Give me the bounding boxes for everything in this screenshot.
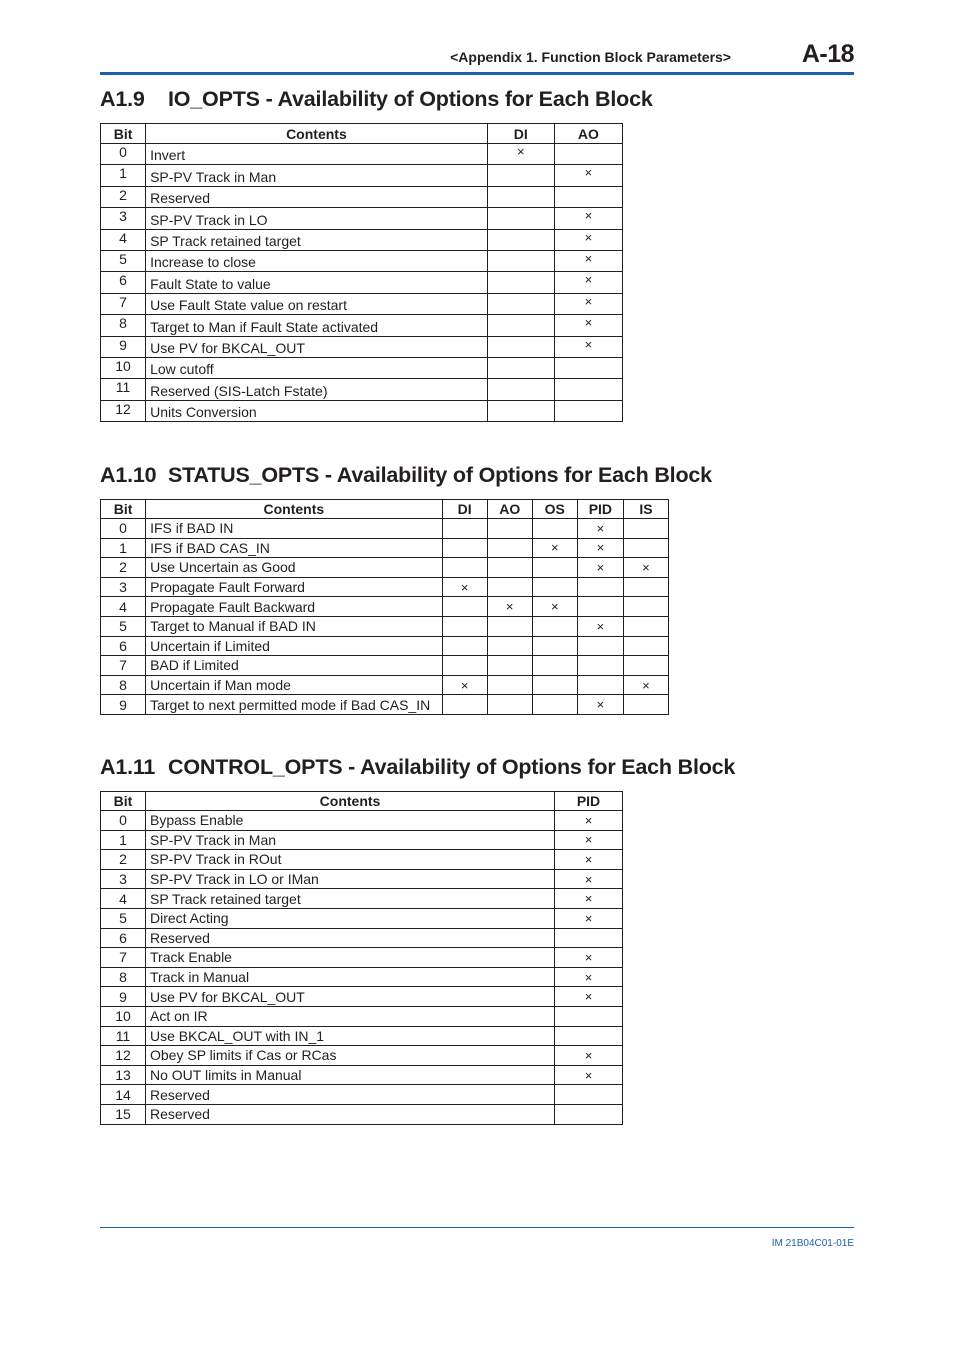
availability-cell <box>442 656 487 676</box>
availability-cell <box>487 379 554 400</box>
bit-cell: 10 <box>101 357 146 378</box>
section-number: A1.11 <box>100 755 156 779</box>
bit-cell: 3 <box>101 869 146 889</box>
section-title: CONTROL_OPTS - Availability of Options for Each Block <box>168 755 736 779</box>
availability-cell: × <box>554 165 622 186</box>
table-row <box>101 656 669 676</box>
availability-cell <box>532 656 577 676</box>
column-header: PID <box>555 792 623 811</box>
bit-cell: 3 <box>101 208 146 229</box>
availability-cell <box>487 208 554 229</box>
table-header-row <box>101 500 669 519</box>
contents-cell: SP-PV Track in Man <box>146 165 488 186</box>
contents-cell: Use Uncertain as Good <box>146 558 443 578</box>
availability-cell <box>487 165 554 186</box>
availability-cell: × <box>577 616 623 636</box>
table-row <box>101 830 623 850</box>
availability-cell <box>487 400 554 421</box>
availability-cell <box>623 597 668 617</box>
table-row <box>101 1046 623 1066</box>
availability-cell <box>487 538 532 558</box>
contents-cell: Fault State to value <box>146 272 488 293</box>
contents-cell: Use PV for BKCAL_OUT <box>146 987 555 1007</box>
availability-cell: × <box>577 519 623 539</box>
table-row <box>101 675 669 695</box>
column-header: Bit <box>101 124 146 144</box>
table-row <box>101 577 669 597</box>
availability-cell <box>532 558 577 578</box>
page-header <box>100 40 854 76</box>
table-row <box>101 889 623 909</box>
availability-cell <box>487 656 532 676</box>
availability-cell <box>487 558 532 578</box>
availability-cell <box>487 577 532 597</box>
availability-cell <box>577 656 623 676</box>
availability-cell <box>623 519 668 539</box>
column-header: Contents <box>146 124 488 144</box>
availability-cell: × <box>623 558 668 578</box>
contents-cell: SP-PV Track in LO or IMan <box>146 869 555 889</box>
availability-cell <box>555 1006 623 1026</box>
availability-cell: × <box>554 250 622 271</box>
bit-cell: 1 <box>101 830 146 850</box>
bit-cell: 7 <box>101 948 146 968</box>
contents-cell: Increase to close <box>146 250 488 271</box>
availability-cell: × <box>554 272 622 293</box>
page-number: A-18 <box>801 40 854 68</box>
contents-cell: Target to Manual if BAD IN <box>146 616 443 636</box>
header-rule <box>100 72 854 75</box>
availability-cell <box>487 357 554 378</box>
contents-cell: Units Conversion <box>146 400 488 421</box>
table-row <box>101 1104 623 1124</box>
availability-cell: × <box>555 830 623 850</box>
bit-cell: 0 <box>101 811 146 831</box>
table-row <box>101 229 623 250</box>
availability-cell <box>577 636 623 656</box>
availability-cell <box>532 577 577 597</box>
bit-cell: 1 <box>101 538 146 558</box>
availability-cell: × <box>555 987 623 1007</box>
availability-cell <box>442 519 487 539</box>
bit-cell: 2 <box>101 850 146 870</box>
availability-cell: × <box>555 889 623 909</box>
bit-cell: 12 <box>101 1046 146 1066</box>
availability-cell <box>442 558 487 578</box>
bit-cell: 12 <box>101 400 146 421</box>
availability-cell <box>555 928 623 948</box>
availability-cell <box>623 616 668 636</box>
table-row <box>101 695 669 715</box>
table-row <box>101 869 623 889</box>
contents-cell: No OUT limits in Manual <box>146 1065 555 1085</box>
bit-cell: 11 <box>101 379 146 400</box>
table-row <box>101 186 623 207</box>
bit-cell: 5 <box>101 908 146 928</box>
availability-cell <box>577 675 623 695</box>
contents-cell: Use PV for BKCAL_OUT <box>146 336 488 357</box>
availability-cell <box>623 577 668 597</box>
header-title: <Appendix 1. Function Block Parameters> <box>450 49 731 65</box>
availability-cell <box>487 250 554 271</box>
availability-cell: × <box>487 144 554 165</box>
contents-cell: Low cutoff <box>146 357 488 378</box>
table-row <box>101 558 669 578</box>
bit-cell: 10 <box>101 1006 146 1026</box>
bit-cell: 0 <box>101 144 146 165</box>
section-number: A1.9 <box>100 87 145 111</box>
availability-cell: × <box>555 869 623 889</box>
contents-cell: Reserved <box>146 928 555 948</box>
table-row <box>101 519 669 539</box>
bit-cell: 14 <box>101 1085 146 1105</box>
table-row <box>101 400 623 421</box>
column-header: Bit <box>101 500 146 519</box>
contents-cell: Uncertain if Man mode <box>146 675 443 695</box>
bit-cell: 11 <box>101 1026 146 1046</box>
column-header: IS <box>623 500 668 519</box>
column-header: Bit <box>101 792 146 811</box>
table-row <box>101 538 669 558</box>
contents-cell: IFS if BAD CAS_IN <box>146 538 443 558</box>
availability-cell: × <box>555 1046 623 1066</box>
bit-cell: 8 <box>101 675 146 695</box>
table-row <box>101 1026 623 1046</box>
bit-cell: 6 <box>101 636 146 656</box>
availability-cell <box>442 636 487 656</box>
availability-cell <box>554 357 622 378</box>
contents-cell: Propagate Fault Backward <box>146 597 443 617</box>
contents-cell: SP Track retained target <box>146 229 488 250</box>
bit-cell: 8 <box>101 315 146 336</box>
availability-cell <box>532 695 577 715</box>
column-header: Contents <box>146 792 555 811</box>
section-number: A1.10 <box>100 463 157 487</box>
contents-cell: Target to next permitted mode if Bad CAS_IN <box>146 695 443 715</box>
availability-cell <box>487 675 532 695</box>
availability-cell <box>532 616 577 636</box>
contents-cell: Reserved (SIS-Latch Fstate) <box>146 379 488 400</box>
bit-cell: 15 <box>101 1104 146 1124</box>
bit-cell: 2 <box>101 558 146 578</box>
column-header: DI <box>487 124 554 144</box>
availability-cell: × <box>555 948 623 968</box>
bit-cell: 9 <box>101 336 146 357</box>
availability-cell: × <box>554 208 622 229</box>
table-row <box>101 948 623 968</box>
availability-cell: × <box>555 811 623 831</box>
availability-cell <box>442 597 487 617</box>
table-row <box>101 315 623 336</box>
bit-cell: 9 <box>101 987 146 1007</box>
footer-rule <box>100 1227 854 1228</box>
bit-cell: 3 <box>101 577 146 597</box>
availability-cell <box>442 538 487 558</box>
availability-cell <box>623 656 668 676</box>
availability-cell <box>554 144 622 165</box>
availability-cell: × <box>554 315 622 336</box>
bit-cell: 4 <box>101 889 146 909</box>
bit-cell: 2 <box>101 186 146 207</box>
availability-cell: × <box>577 695 623 715</box>
contents-cell: Reserved <box>146 1085 555 1105</box>
section-heading-status-opts <box>100 463 712 488</box>
io-opts-table <box>100 123 623 422</box>
contents-cell: SP-PV Track in Man <box>146 830 555 850</box>
availability-cell <box>554 379 622 400</box>
contents-cell: SP-PV Track in LO <box>146 208 488 229</box>
table-row <box>101 144 623 165</box>
availability-cell <box>487 293 554 314</box>
contents-cell: Target to Man if Fault State activated <box>146 315 488 336</box>
bit-cell: 13 <box>101 1065 146 1085</box>
availability-cell <box>487 186 554 207</box>
table-row <box>101 1006 623 1026</box>
availability-cell <box>487 336 554 357</box>
contents-cell: Direct Acting <box>146 908 555 928</box>
availability-cell: × <box>555 1065 623 1085</box>
availability-cell <box>487 272 554 293</box>
table-row <box>101 850 623 870</box>
availability-cell: × <box>555 908 623 928</box>
section-title: IO_OPTS - Availability of Options for Each Block <box>168 87 653 111</box>
section-title: STATUS_OPTS - Availability of Options for Each Block <box>168 463 712 487</box>
availability-cell: × <box>442 675 487 695</box>
column-header: Contents <box>146 500 443 519</box>
availability-cell: × <box>554 229 622 250</box>
table-row <box>101 908 623 928</box>
table-row <box>101 597 669 617</box>
control-opts-table <box>100 791 623 1125</box>
bit-cell: 8 <box>101 967 146 987</box>
contents-cell: Propagate Fault Forward <box>146 577 443 597</box>
contents-cell: Reserved <box>146 186 488 207</box>
contents-cell: Obey SP limits if Cas or RCas <box>146 1046 555 1066</box>
table-row <box>101 293 623 314</box>
availability-cell <box>532 636 577 656</box>
section-heading-control-opts <box>100 755 735 780</box>
availability-cell <box>623 695 668 715</box>
column-header: AO <box>554 124 622 144</box>
availability-cell <box>555 1085 623 1105</box>
contents-cell: Use Fault State value on restart <box>146 293 488 314</box>
column-header: AO <box>487 500 532 519</box>
column-header: DI <box>442 500 487 519</box>
table-row <box>101 357 623 378</box>
availability-cell <box>554 186 622 207</box>
table-row <box>101 987 623 1007</box>
bit-cell: 4 <box>101 597 146 617</box>
availability-cell: × <box>577 558 623 578</box>
table-row <box>101 616 669 636</box>
contents-cell: SP Track retained target <box>146 889 555 909</box>
availability-cell <box>555 1026 623 1046</box>
contents-cell: IFS if BAD IN <box>146 519 443 539</box>
availability-cell: × <box>623 675 668 695</box>
availability-cell <box>487 315 554 336</box>
contents-cell: Bypass Enable <box>146 811 555 831</box>
availability-cell: × <box>554 293 622 314</box>
contents-cell: Reserved <box>146 1104 555 1124</box>
bit-cell: 5 <box>101 250 146 271</box>
availability-cell: × <box>555 967 623 987</box>
availability-cell: × <box>442 577 487 597</box>
table-row <box>101 967 623 987</box>
bit-cell: 1 <box>101 165 146 186</box>
table-header-row <box>101 124 623 144</box>
column-header: OS <box>532 500 577 519</box>
table-row <box>101 928 623 948</box>
bit-cell: 4 <box>101 229 146 250</box>
contents-cell: Uncertain if Limited <box>146 636 443 656</box>
availability-cell: × <box>532 597 577 617</box>
bit-cell: 5 <box>101 616 146 636</box>
table-row <box>101 208 623 229</box>
availability-cell <box>623 538 668 558</box>
status-opts-table <box>100 499 669 715</box>
availability-cell <box>487 636 532 656</box>
availability-cell <box>487 616 532 636</box>
document-id: IM 21B04C01-01E <box>771 1238 854 1249</box>
availability-cell <box>487 519 532 539</box>
availability-cell: × <box>554 336 622 357</box>
bit-cell: 6 <box>101 272 146 293</box>
availability-cell <box>577 597 623 617</box>
availability-cell <box>532 675 577 695</box>
availability-cell <box>555 1104 623 1124</box>
bit-cell: 7 <box>101 293 146 314</box>
table-header-row <box>101 792 623 811</box>
availability-cell <box>577 577 623 597</box>
table-row <box>101 272 623 293</box>
section-heading-io-opts <box>100 87 653 112</box>
availability-cell: × <box>555 850 623 870</box>
availability-cell: × <box>577 538 623 558</box>
contents-cell: Track Enable <box>146 948 555 968</box>
bit-cell: 9 <box>101 695 146 715</box>
table-row <box>101 1065 623 1085</box>
table-row <box>101 811 623 831</box>
availability-cell <box>554 400 622 421</box>
contents-cell: Act on IR <box>146 1006 555 1026</box>
contents-cell: Use BKCAL_OUT with IN_1 <box>146 1026 555 1046</box>
table-row <box>101 165 623 186</box>
table-row <box>101 636 669 656</box>
table-row <box>101 1085 623 1105</box>
column-header: PID <box>577 500 623 519</box>
bit-cell: 7 <box>101 656 146 676</box>
table-row <box>101 336 623 357</box>
contents-cell: Track in Manual <box>146 967 555 987</box>
bit-cell: 6 <box>101 928 146 948</box>
table-row <box>101 250 623 271</box>
availability-cell <box>442 695 487 715</box>
availability-cell <box>623 636 668 656</box>
availability-cell: × <box>532 538 577 558</box>
availability-cell <box>532 519 577 539</box>
contents-cell: Invert <box>146 144 488 165</box>
table-row <box>101 379 623 400</box>
availability-cell: × <box>487 597 532 617</box>
bit-cell: 0 <box>101 519 146 539</box>
contents-cell: BAD if Limited <box>146 656 443 676</box>
availability-cell <box>442 616 487 636</box>
availability-cell <box>487 229 554 250</box>
contents-cell: SP-PV Track in ROut <box>146 850 555 870</box>
availability-cell <box>487 695 532 715</box>
